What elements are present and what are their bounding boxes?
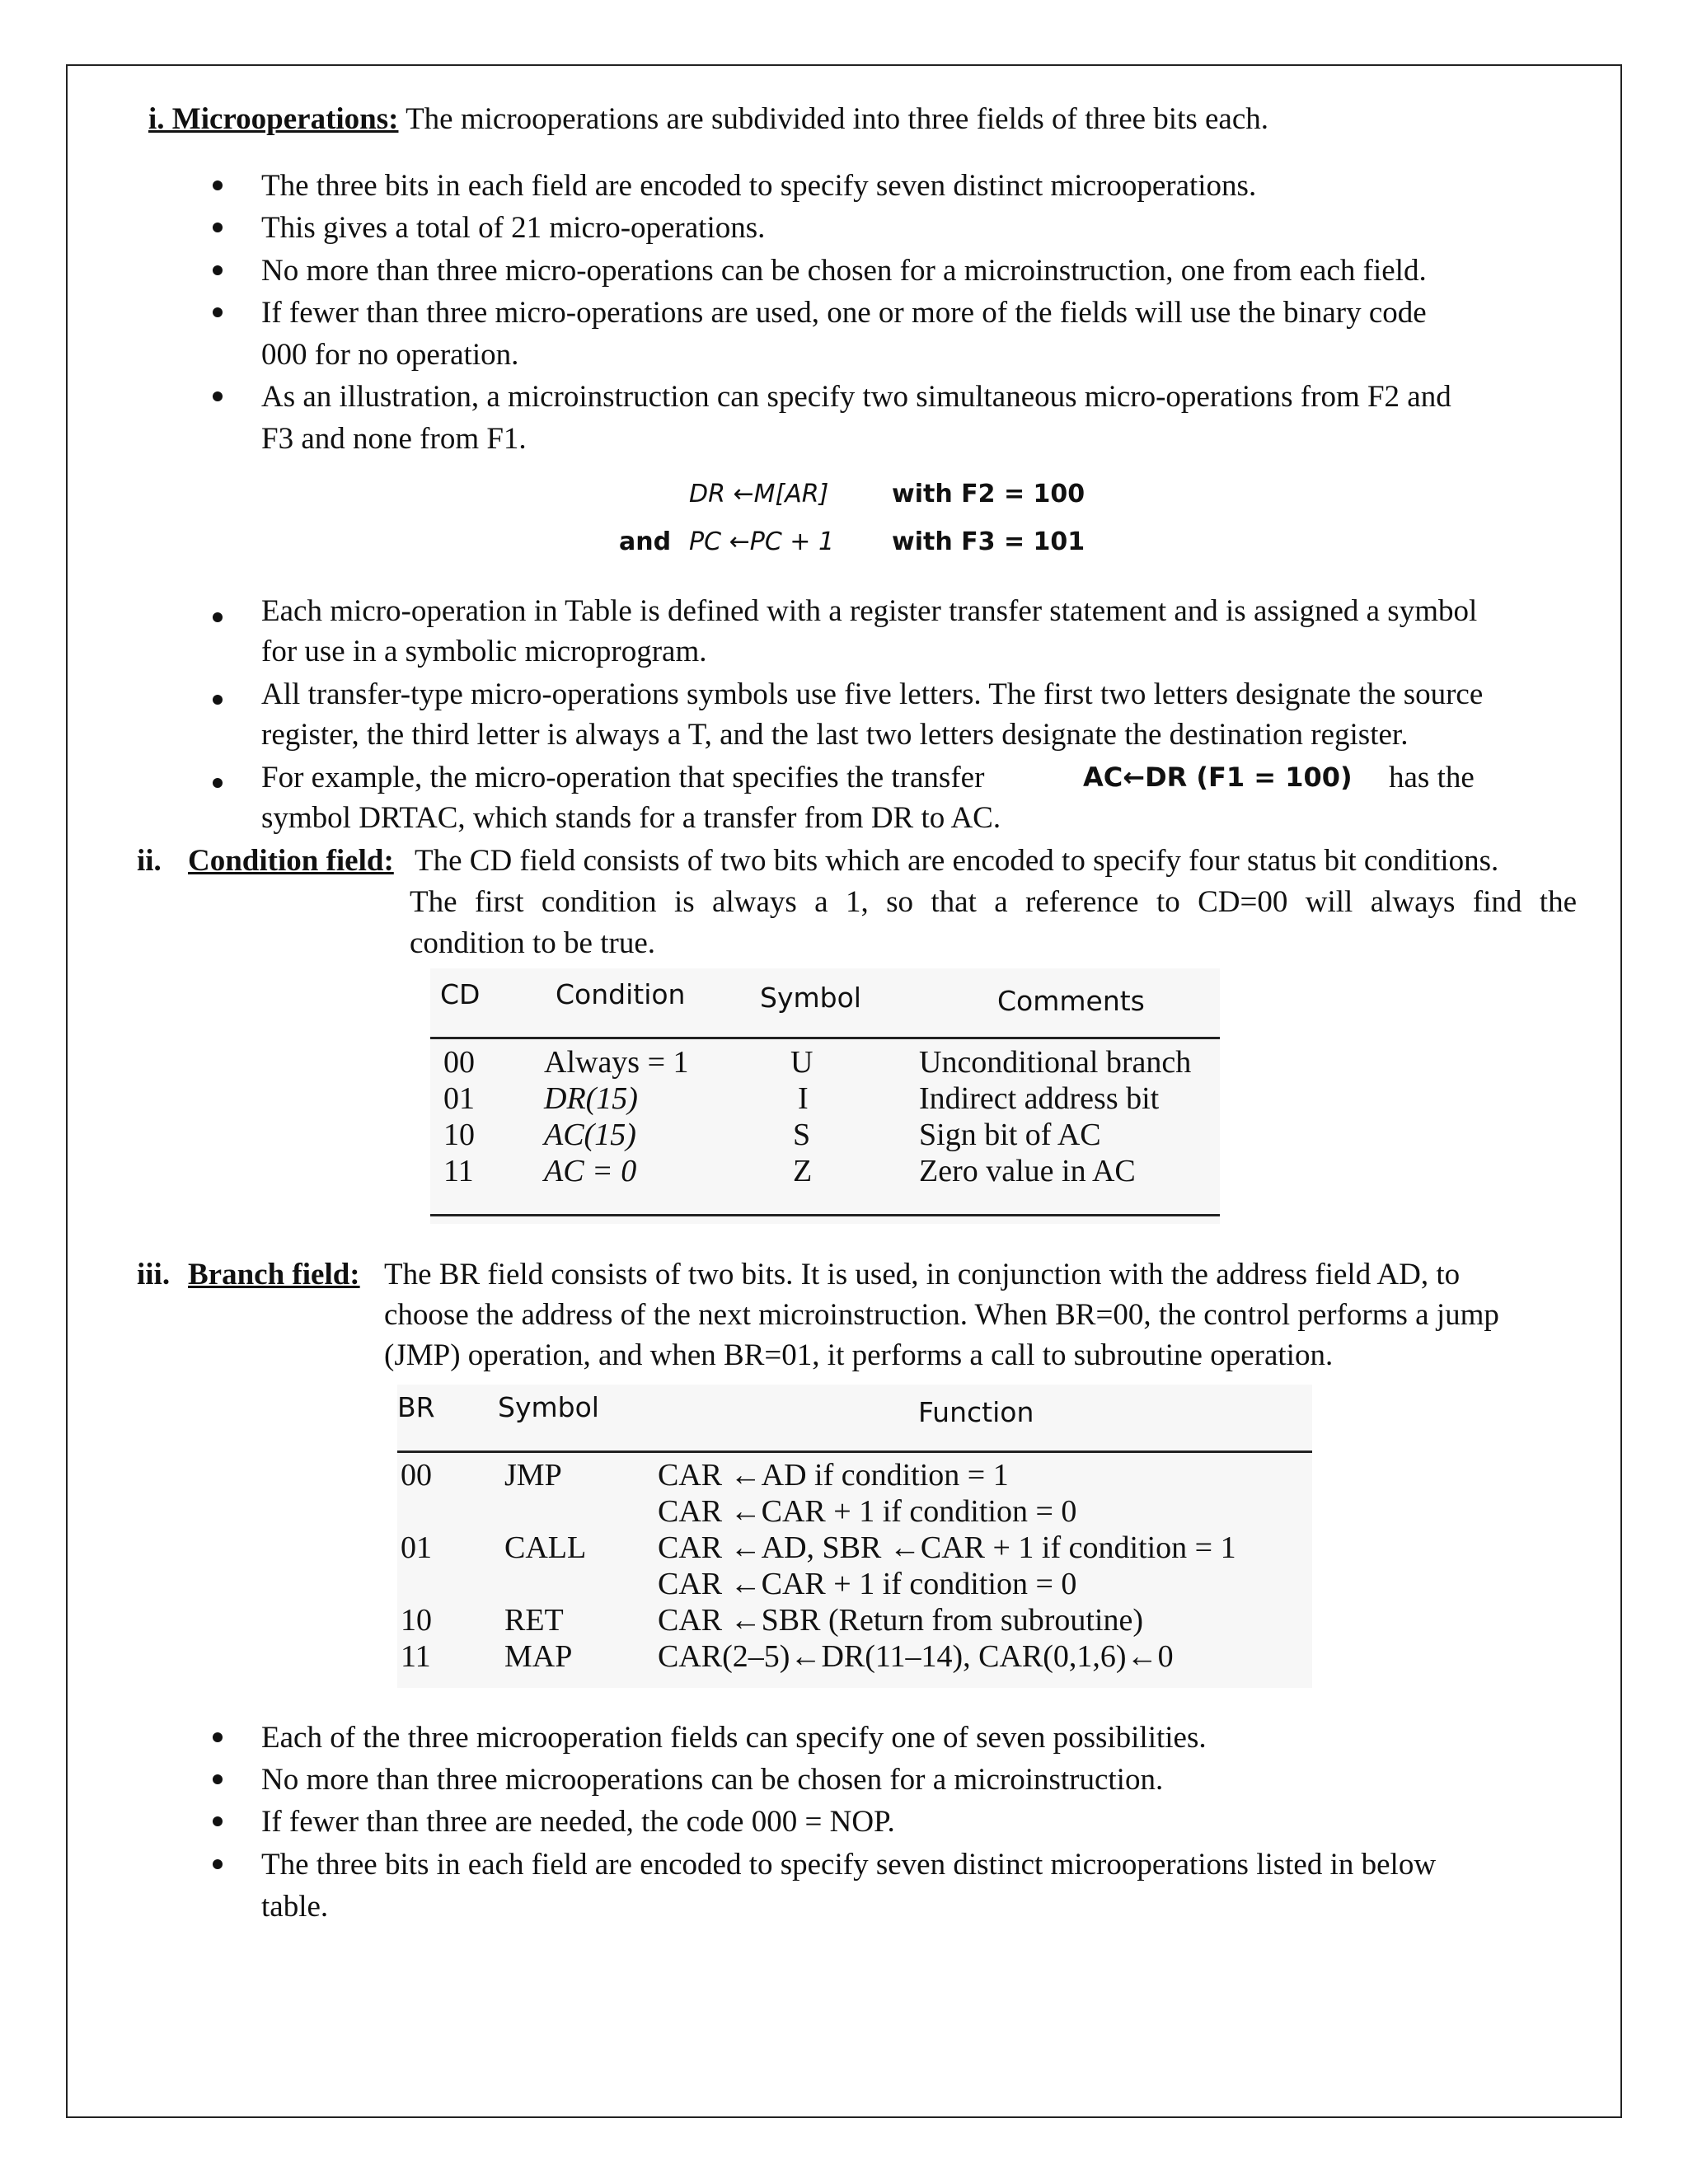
cell-code: 11: [443, 1154, 474, 1188]
eq-lhs: PC: [689, 527, 722, 556]
cell-symbol: JMP: [504, 1458, 562, 1493]
cell-comment: Sign bit of AC: [919, 1118, 1101, 1152]
equation-pc: [689, 527, 834, 556]
condition-text-line: condition to be true.: [410, 926, 655, 960]
cell-symbol: MAP: [504, 1639, 573, 1674]
bullet-text: No more than three microoperations can be chosen for a microinstruction.: [261, 1763, 1164, 1797]
equation-dr-condition: with F2 = 100: [892, 480, 1085, 509]
cell-code: 01: [401, 1530, 432, 1565]
cell-symbol: S: [793, 1118, 811, 1152]
eq-arrow: ←: [729, 527, 750, 556]
example-after: has the: [1389, 761, 1475, 794]
cell-function: CAR ←AD if condition = 1: [658, 1458, 1009, 1493]
bullet-text-continued: F3 and none from F1.: [261, 422, 527, 456]
condition-table: [430, 968, 1220, 1224]
bullet-dot: [213, 223, 223, 232]
example-formula: AC←DR (F1 = 100): [1083, 762, 1353, 793]
cell-function: CAR ←CAR + 1 if condition = 0: [658, 1494, 1077, 1529]
table-rule: [430, 1037, 1220, 1039]
cell-function: CAR(2–5)←DR(11–14), CAR(0,1,6)←0: [658, 1639, 1174, 1674]
eq-arrow: ←: [733, 480, 754, 509]
cell-comment: Unconditional branch: [919, 1045, 1192, 1080]
cell-condition: DR(15): [544, 1081, 638, 1116]
condition-text-line: The CD field consists of two bits which are encoded to specify four status bit conditions.: [415, 844, 1499, 878]
cell-code: 00: [401, 1458, 432, 1493]
cell-condition: AC = 0: [544, 1154, 637, 1188]
table-header: Symbol: [498, 1391, 599, 1423]
branch-table: [397, 1385, 1312, 1688]
bullet-dot: [213, 695, 223, 705]
bullet-dot: [213, 1859, 223, 1869]
table-header: Comments: [997, 985, 1145, 1017]
cell-code: 01: [443, 1081, 475, 1116]
cell-symbol: Z: [793, 1154, 813, 1188]
table-header: Symbol: [760, 982, 861, 1014]
cell-comment: Zero value in AC: [919, 1154, 1136, 1188]
bullet-text: The three bits in each field are encoded to specify seven distinct microoperations listed in below: [261, 1848, 1437, 1882]
bullet-text: If fewer than three are needed, the code 000 = NOP.: [261, 1805, 895, 1839]
section-number-ii: ii.: [137, 844, 162, 878]
branch-text-line: The BR field consists of two bits. It is used, in conjunction with the address field AD, to: [384, 1258, 1461, 1291]
bullet-dot: [213, 1732, 223, 1742]
bullet-text: All transfer-type micro-operations symbols use five letters. The first two letters designate the source: [261, 677, 1484, 711]
cell-symbol: RET: [504, 1603, 564, 1638]
cell-function: CAR ←AD, SBR ←CAR + 1 if condition = 1: [658, 1530, 1236, 1565]
heading-condition-field: Condition field:: [188, 844, 394, 878]
table-header: Condition: [556, 978, 686, 1010]
table-rule: [397, 1451, 1312, 1453]
bullet-text-continued: 000 for no operation.: [261, 338, 519, 372]
bullet-text-continued: table.: [261, 1890, 329, 1924]
table-header: CD: [440, 978, 481, 1010]
condition-text-line: The first condition is always a 1, so that a reference to CD=00 will always find the: [410, 885, 1577, 919]
bullet-dot: [213, 307, 223, 317]
cell-code: 10: [401, 1603, 432, 1638]
bullet-dot: [213, 612, 223, 622]
eq-rhs: PC + 1: [749, 527, 835, 556]
cell-symbol: U: [790, 1045, 814, 1080]
bullet-text: This gives a total of 21 micro-operations.: [261, 211, 766, 245]
cell-symbol: CALL: [504, 1530, 587, 1565]
bullet-text-continued: for use in a symbolic microprogram.: [261, 635, 707, 668]
equation-pc-condition: with F3 = 101: [892, 527, 1085, 556]
bullet-text-continued: symbol DRTAC, which stands for a transfer from DR to AC.: [261, 801, 1001, 835]
microoperations-intro: The microoperations are subdivided into three fields of three bits each.: [406, 102, 1269, 136]
bullet-text: If fewer than three micro-operations are used, one or more of the fields will use the binary code: [261, 296, 1427, 330]
cell-function: CAR ←SBR (Return from subroutine): [658, 1603, 1143, 1638]
bullet-text-continued: register, the third letter is always a T, and the last two letters designate the destination register.: [261, 718, 1409, 752]
cell-condition: Always = 1: [544, 1045, 689, 1080]
bullet-dot: [213, 180, 223, 190]
bullet-text: Each of the three microoperation fields can specify one of seven possibilities.: [261, 1721, 1207, 1755]
equation-and-word: and: [619, 527, 672, 556]
bullet-text: The three bits in each field are encoded to specify seven distinct microoperations.: [261, 169, 1257, 203]
cell-code: 00: [443, 1045, 475, 1080]
table-header: Function: [918, 1396, 1034, 1428]
bullet-dot: [213, 1774, 223, 1784]
branch-text-line: (JMP) operation, and when BR=01, it performs a call to subroutine operation.: [384, 1338, 1334, 1372]
bullet-dot: [213, 778, 223, 788]
section-number-iii: iii.: [137, 1258, 171, 1291]
section-microoperations-title: [148, 99, 1268, 139]
branch-text-line: choose the address of the next microinstruction. When BR=00, the control performs a jump: [384, 1298, 1499, 1332]
table-rule: [430, 1214, 1220, 1216]
cell-code: 11: [401, 1639, 431, 1674]
heading-microoperations: i. Microoperations:: [148, 102, 399, 136]
table-header: BR: [397, 1391, 435, 1423]
bullet-dot: [213, 391, 223, 401]
eq-lhs: DR: [689, 480, 725, 509]
heading-branch-field: Branch field:: [188, 1258, 360, 1291]
cell-code: 10: [443, 1118, 475, 1152]
equation-dr: [689, 480, 828, 509]
cell-function: CAR ←CAR + 1 if condition = 0: [658, 1567, 1077, 1601]
cell-comment: Indirect address bit: [919, 1081, 1160, 1116]
cell-condition: AC(15): [544, 1118, 636, 1152]
eq-rhs: M[AR]: [753, 480, 829, 509]
bullet-example-text: For example, the micro-operation that specifies the transfer: [261, 761, 985, 794]
cell-symbol: I: [798, 1081, 809, 1116]
bullet-text: As an illustration, a microinstruction can specify two simultaneous micro-operations from F2 and: [261, 380, 1451, 414]
bullet-dot: [213, 265, 223, 275]
bullet-dot: [213, 1816, 223, 1826]
bullet-text: Each micro-operation in Table is defined with a register transfer statement and is assigned a symbol: [261, 594, 1478, 628]
bullet-text: No more than three micro-operations can be chosen for a microinstruction, one from each field.: [261, 254, 1427, 288]
